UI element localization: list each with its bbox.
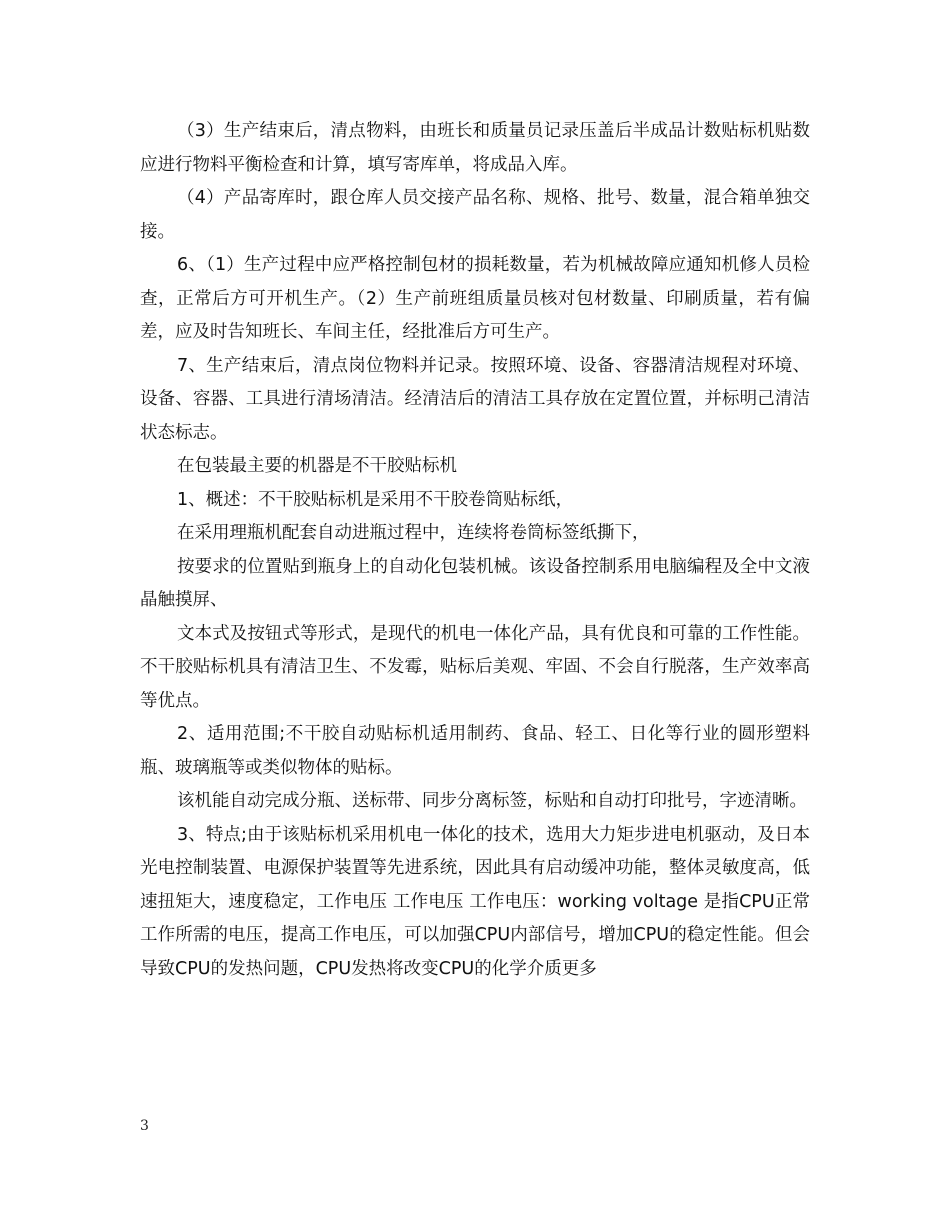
- paragraph: 2、适用范围;不干胶自动贴标机适用制药、食品、轻工、日化等行业的圆形塑料瓶、玻璃瓶等或类似物体的贴标。: [140, 724, 810, 778]
- paragraph: （4）产品寄库时，跟仓库人员交接产品名称、规格、批号、数量，混合箱单独交接。: [140, 188, 810, 242]
- paragraph: 在包装最主要的机器是不干胶贴标机: [177, 456, 457, 476]
- paragraph: 按要求的位置贴到瓶身上的自动化包装机械。该设备控制系用电脑编程及全中文液晶触摸屏、: [140, 556, 810, 610]
- paragraph: 7、生产结束后，清点岗位物料并记录。按照环境、设备、容器清洁规程对环境、设备、容器、工具进行清场清洁。经清洁后的清洁工具存放在定置位置，并标明己清洁状态标志。: [140, 355, 810, 443]
- paragraph: 在采用理瓶机配套自动进瓶过程中，连续将卷筒标签纸撕下，: [177, 523, 650, 543]
- document-body: [140, 115, 810, 986]
- paragraph: （3）生产结束后，清点物料，由班长和质量员记录压盖后半成品计数贴标机贴数应进行物料平衡检查和计算，填写寄库单，将成品入库。: [140, 121, 810, 175]
- paragraph: 3、特点;由于该贴标机采用机电一体化的技术，选用大力矩步进电机驱动，及日本光电控制装置、电源保护装置等先进系统，因此具有启动缓冲功能，整体灵敏度高，低速扭矩大，速度稳定，工作电压 工作电压 工作电压：working voltage 是指CPU正常工作所需的电压，提高工作电压，可以加强CPU内部信号，增加CPU的稳定性能。但会导致CPU的发热问题，CPU发热将改变CPU的化学介质更多: [140, 824, 810, 979]
- paragraph: 该机能自动完成分瓶、送标带、同步分离标签，标贴和自动打印批号，字迹清晰。: [177, 791, 807, 811]
- paragraph: 1、概述：不干胶贴标机是采用不干胶卷筒贴标纸，: [177, 489, 574, 510]
- paragraph: 文本式及按钮式等形式，是现代的机电一体化产品，具有优良和可靠的工作性能。不干胶贴标机具有清洁卫生、不发霉，贴标后美观、牢固、不会自行脱落，生产效率高等优点。: [140, 623, 810, 711]
- page-number: 3: [140, 1118, 149, 1134]
- paragraph: 6、（1）生产过程中应严格控制包材的损耗数量，若为机械故障应通知机修人员检查，正常后方可开机生产。（2）生产前班组质量员核对包材数量、印刷质量，若有偏差，应及时告知班长、车间主任，经批准后方可生产。: [140, 255, 810, 342]
